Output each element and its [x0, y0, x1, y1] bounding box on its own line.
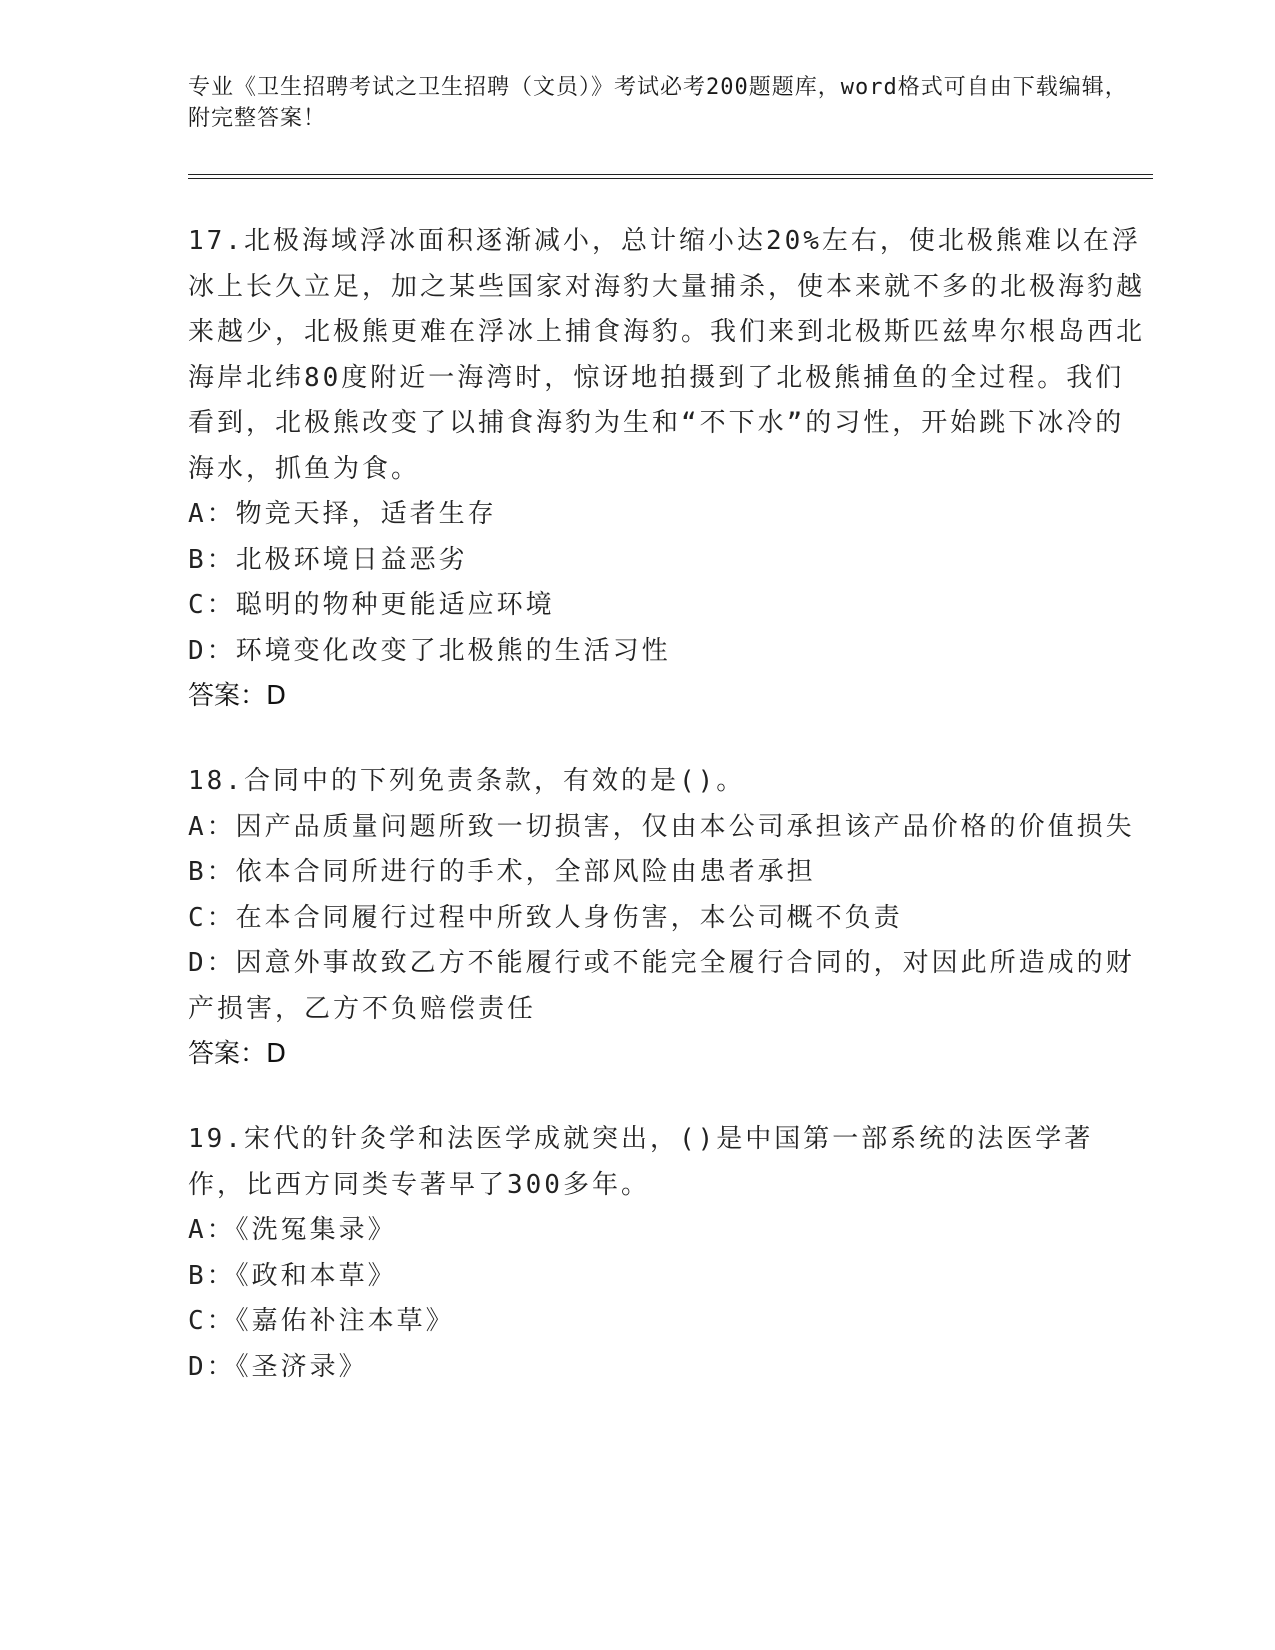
answer-line: 答案：D	[188, 1039, 287, 1069]
option-d: D：环境变化改变了北极熊的生活习性	[188, 635, 671, 666]
question-17	[188, 219, 1148, 719]
option-a: A：《洗冤集录》	[188, 1215, 397, 1245]
option-b: B：依本合同所进行的手术，全部风险由患者承担	[188, 857, 816, 887]
option-c: C：聪明的物种更能适应环境	[188, 590, 555, 620]
question-stem: 19.宋代的针灸学和法医学成就突出，()是中国第一部系统的法医学著作，比西方同类专著早了300多年。	[188, 1124, 1094, 1200]
option-b: B：《政和本草》	[188, 1260, 397, 1291]
document-header: 专业《卫生招聘考试之卫生招聘（文员）》考试必考200题题库，word格式可自由下载编辑，附完整答案！	[188, 75, 1128, 131]
header-divider	[188, 174, 1153, 179]
option-a: A：物竞天择，适者生存	[188, 499, 497, 529]
question-19	[188, 1117, 1148, 1390]
question-list	[188, 219, 1148, 1390]
document-page	[188, 72, 1148, 1430]
answer-line: 答案：D	[188, 681, 287, 711]
question-stem: 17.北极海域浮冰面积逐渐减小，总计缩小达20%左右，使北极熊难以在浮冰上长久立足，加之某些国家对海豹大量捕杀，使本来就不多的北极海豹越来越少，北极熊更难在浮冰上捕食海豹。我们来到北极斯匹兹卑尔根岛西北海岸北纬80度附近一海湾时，惊讶地拍摄到了北极熊捕鱼的全过程。我们看到，北极熊改变了以捕食海豹为生和“不下水”的习性，开始跳下冰冷的海水，抓鱼为食。	[188, 226, 1146, 484]
option-d: D：《圣济录》	[188, 1351, 368, 1382]
question-18	[188, 759, 1148, 1077]
option-d: D：因意外事故致乙方不能履行或不能完全履行合同的，对因此所造成的财产损害，乙方不负赔偿责任	[188, 948, 1135, 1024]
question-stem: 18.合同中的下列免责条款，有效的是()。	[188, 766, 746, 796]
option-a: A：因产品质量问题所致一切损害，仅由本公司承担该产品价格的价值损失	[188, 811, 1135, 842]
option-c: C：《嘉佑补注本草》	[188, 1306, 455, 1336]
option-c: C：在本合同履行过程中所致人身伤害，本公司概不负责	[188, 902, 903, 933]
option-b: B：北极环境日益恶劣	[188, 544, 468, 575]
